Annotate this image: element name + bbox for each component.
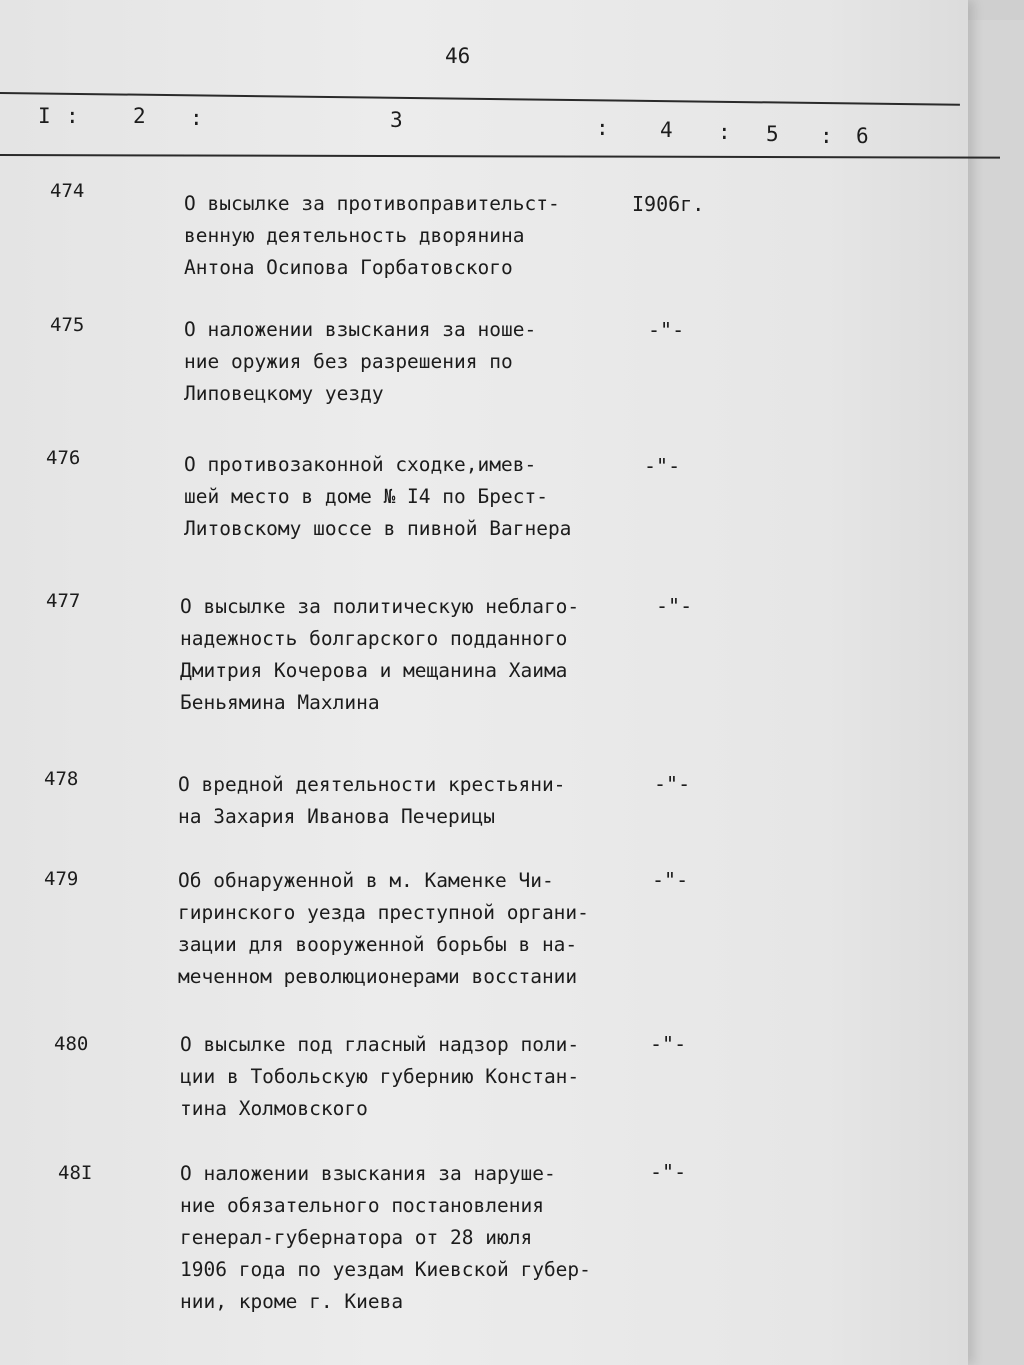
column-separator: : — [190, 106, 203, 130]
entry-line: шей место в доме № I4 по Брест- — [184, 485, 548, 508]
entry-description — [178, 769, 565, 833]
column-separator: : — [66, 104, 79, 128]
entry-line: ние оружия без разрешения по — [184, 350, 513, 373]
page-number: 46 — [445, 44, 471, 68]
entry-date: -"- — [650, 1032, 687, 1056]
entry-line: ции в Тобольскую губернию Констан- — [180, 1065, 580, 1088]
entry-line: О наложении взыскания за ноше- — [184, 318, 537, 341]
column-header-2: 2 — [133, 104, 146, 128]
entry-line: О противозаконной сходке,имев- — [184, 453, 537, 476]
entry-line: Антона Осипова Горбатовского — [184, 256, 513, 279]
entry-line: на Захария Иванова Печерицы — [178, 805, 495, 828]
entry-line: генерал-губернатора от 28 июля — [180, 1226, 533, 1249]
entry-date: -"- — [652, 868, 689, 892]
entry-line: зации для вооруженной борьбы в на- — [178, 933, 578, 956]
entry-description — [184, 188, 560, 284]
entry-description — [184, 449, 571, 545]
entry-number: 477 — [46, 590, 81, 612]
entry-line: Литовскому шоссе в пивной Вагнера — [184, 517, 572, 540]
entry-description — [184, 314, 536, 410]
table-header-bottom-rule — [0, 154, 1000, 159]
column-separator: : — [596, 116, 609, 140]
entry-line: О высылке под гласный надзор поли- — [180, 1033, 580, 1056]
entry-date: -"- — [654, 772, 691, 796]
entry-date: I906г. — [632, 192, 705, 216]
column-header-3: 3 — [390, 108, 403, 132]
column-header-5: 5 — [766, 122, 779, 146]
entry-number: 475 — [50, 314, 85, 336]
column-header-6: 6 — [856, 124, 869, 148]
entry-line: нии, кроме г. Киева — [180, 1290, 404, 1313]
entry-description — [180, 1158, 591, 1318]
entry-line: тина Холмовского — [180, 1097, 368, 1120]
entry-date: -"- — [656, 594, 693, 618]
entry-line: Беньямина Махлина — [180, 691, 380, 714]
entry-line: О высылке за противоправительст- — [184, 192, 560, 215]
entry-line: надежность болгарского подданного — [180, 627, 568, 650]
entry-line: Об обнаруженной в м. Каменке Чи- — [178, 869, 554, 892]
entry-description — [180, 591, 579, 719]
entry-line: меченном революционерами восстании — [178, 965, 578, 988]
entry-line: О вредной деятельности крестьяни- — [178, 773, 566, 796]
entry-date: -"- — [650, 1160, 687, 1184]
entry-number: 479 — [44, 868, 79, 890]
entry-line: О наложении взыскания за наруше- — [180, 1162, 556, 1185]
entry-line: Дмитрия Кочерова и мещанина Хаима — [180, 659, 568, 682]
entry-line: Липовецкому уезду — [184, 382, 384, 405]
entry-number: 474 — [50, 180, 85, 202]
entry-line: 1906 года по уездам Киевской губер- — [180, 1258, 591, 1281]
entry-line: гиринского уезда преступной органи- — [178, 901, 589, 924]
entry-line: О высылке за политическую неблаго- — [180, 595, 580, 618]
entry-date: -"- — [644, 454, 681, 478]
entry-description — [178, 865, 589, 993]
column-header-1: I — [38, 104, 51, 128]
entry-description — [180, 1029, 579, 1125]
entry-number: 476 — [46, 447, 81, 469]
entry-line: венную деятельность дворянина — [184, 224, 525, 247]
column-separator: : — [820, 124, 833, 148]
entry-number: 478 — [44, 768, 79, 790]
column-header-4: 4 — [660, 118, 673, 142]
entry-line: ние обязательного постановления — [180, 1194, 544, 1217]
entry-number: 480 — [54, 1033, 89, 1055]
entry-date: -"- — [648, 318, 685, 342]
column-separator: : — [718, 120, 731, 144]
entry-number: 48I — [58, 1162, 93, 1184]
